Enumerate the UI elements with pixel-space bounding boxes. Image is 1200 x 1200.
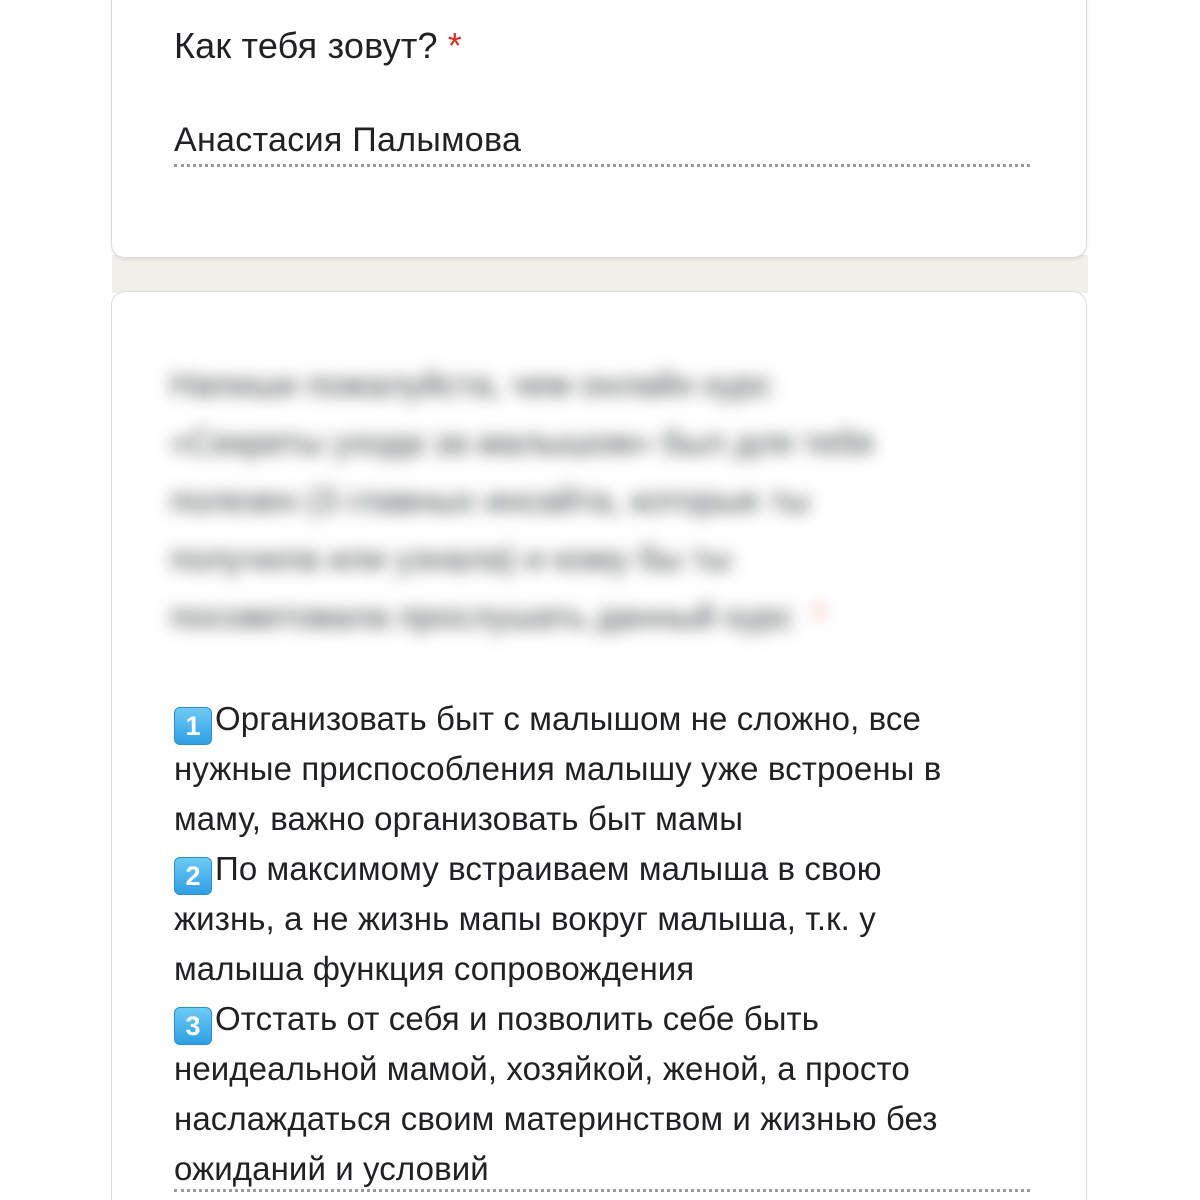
required-asterisk: * (812, 598, 826, 636)
answer-line: жизнь, а не жизнь мапы вокруг малыша, т.к. у (174, 900, 876, 937)
feedback-answer-textarea[interactable] (174, 694, 1054, 1194)
keycap-number-icon: 2 (174, 857, 212, 895)
answer-line: ожиданий и условий (174, 1150, 489, 1187)
blurred-question-line: получила или узнала) и кому бы ты (170, 540, 732, 578)
keycap-number-icon: 3 (174, 1007, 212, 1045)
answer-line: неидеальной мамой, хозяйкой, женой, а просто (174, 1050, 910, 1087)
blurred-question-line: «Секреты ухода за малышом» был для тебя (170, 424, 874, 462)
question-title-text: Как тебя зовут? (174, 25, 438, 66)
card-separator (112, 255, 1088, 293)
answer-line: 2 По максимому встраиваем малыша в свою (174, 844, 1054, 894)
blurred-question-title (170, 356, 1030, 646)
blurred-question-line: полезен (3 главных инсайта, которые ты (170, 482, 810, 520)
answer-line: маму, важно организовать быт мамы (174, 800, 744, 837)
question-title (174, 25, 462, 67)
keycap-number-icon: 1 (174, 707, 212, 745)
answer-line: нужные приспособления малышу уже встроены в (174, 750, 942, 787)
answer-line: 1 Организовать быт с малышом не сложно, все (174, 694, 1054, 744)
blurred-question-line: Напиши пожалуйста, чем онлайн курс (170, 366, 772, 404)
answer-underline (174, 1189, 1030, 1192)
required-asterisk: * (447, 25, 462, 66)
answer-line: 3 Отстать от себя и позволить себе быть (174, 994, 1054, 1044)
answer-line: малыша функция сопровождения (174, 950, 695, 987)
name-answer-input[interactable]: Анастасия Палымова (174, 121, 522, 159)
answer-underline (174, 164, 1030, 167)
blurred-question-line: посоветовала прослушать данный курс * (170, 598, 826, 636)
answer-line: наслаждаться своим материнством и жизнью без (174, 1100, 938, 1137)
question-card-name (111, 0, 1087, 258)
question-card-feedback (111, 291, 1087, 1200)
